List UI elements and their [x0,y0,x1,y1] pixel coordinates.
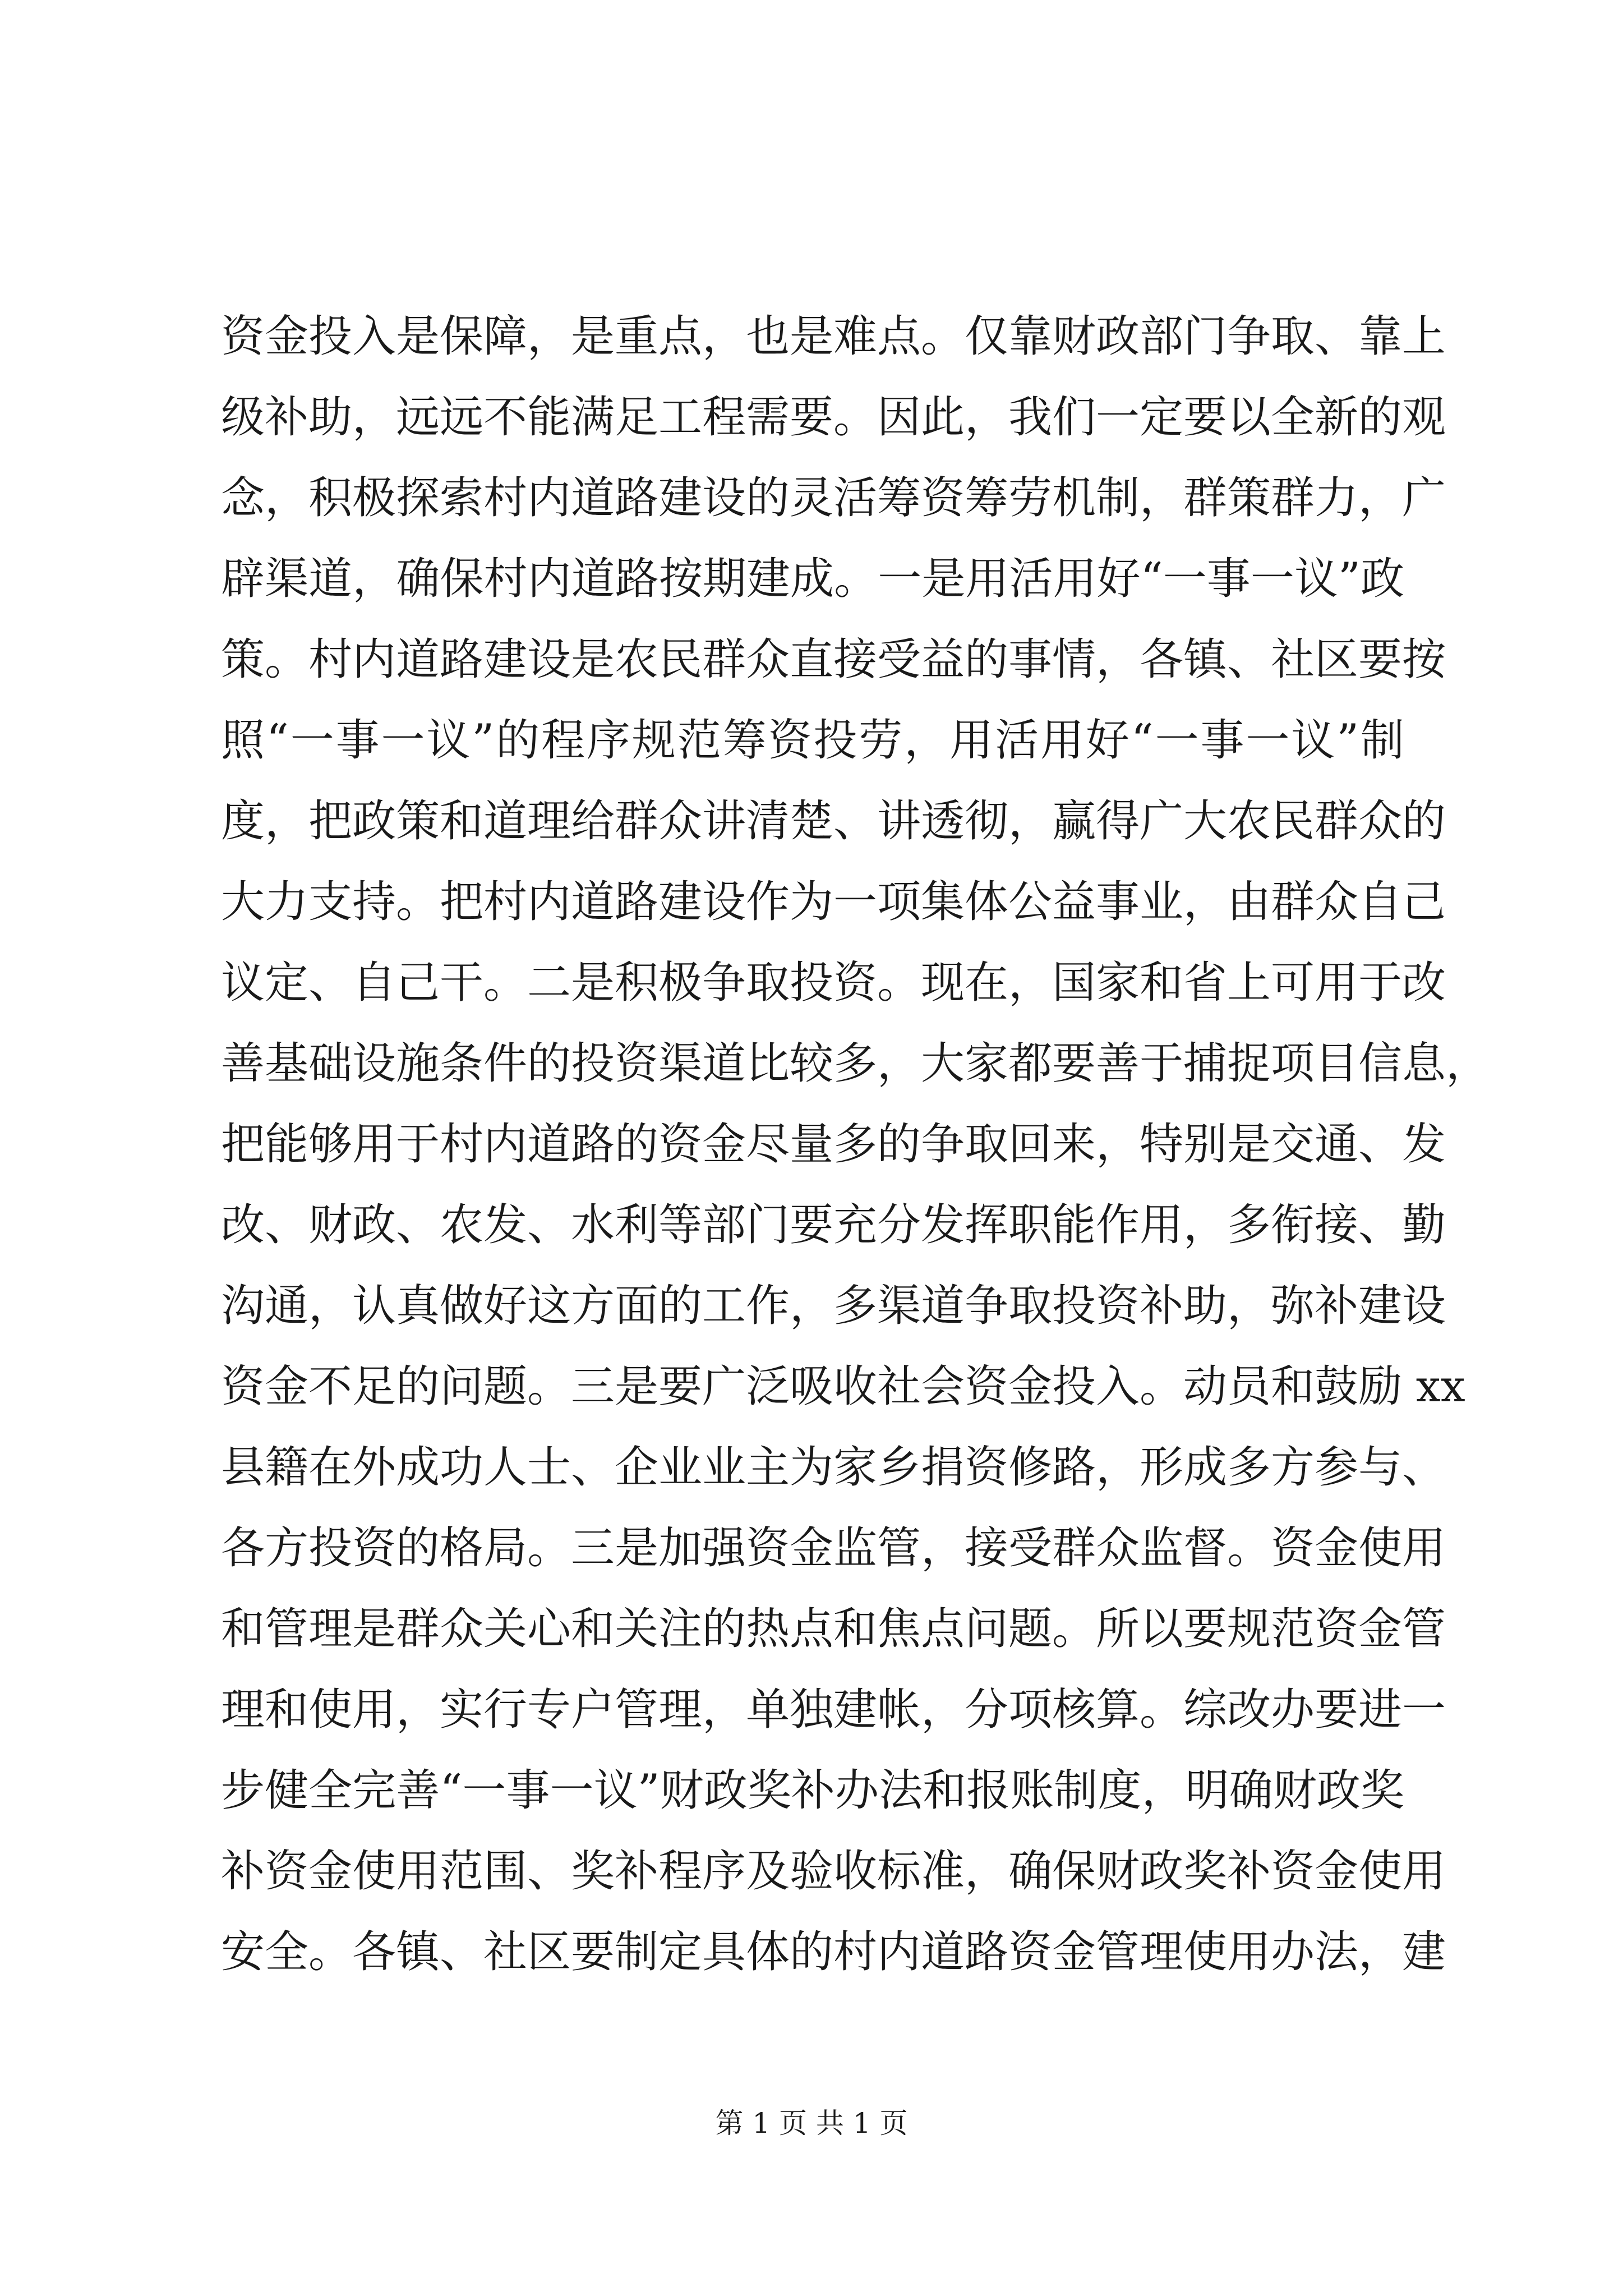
text-line: 念，积极探索村内道路建设的灵活筹资筹劳机制，群策群力，广 [221,473,1446,523]
text-line: 把能够用于村内道路的资金尽量多的争取回来，特别是交通、发 [221,1119,1446,1170]
text-line: 照“一事一议”的程序规范筹资投劳，用活用好“一事一议”制 [221,715,1404,766]
text-line: 策。村内道路建设是农民群众直接受益的事情，各镇、社区要按 [221,634,1446,685]
text-line: 资金投入是保障，是重点，也是难点。仅靠财政部门争取、靠上 [221,311,1446,362]
body-text [221,296,1490,1993]
text-line: 大力支持。把村内道路建设作为一项集体公益事业，由群众自己 [221,877,1446,927]
text-line: 县籍在外成功人士、企业业主为家乡捐资修路，形成多方参与、 [221,1442,1446,1493]
text-line: 级补助，远远不能满足工程需要。因此，我们一定要以全新的观 [221,392,1446,443]
text-line: 辟渠道，确保村内道路按期建成。一是用活用好“一事一议”政 [221,554,1404,604]
text-line: 安全。各镇、社区要制定具体的村内道路资金管理使用办法，建 [221,1927,1446,1977]
text-line: 步健全完善“一事一议”财政奖补办法和报账制度，明确财政奖 [221,1765,1404,1816]
text-line: 议定、自己干。二是积极争取投资。现在，国家和省上可用于改 [221,958,1446,1008]
text-line: 补资金使用范围、奖补程序及验收标准，确保财政奖补资金使用 [221,1846,1446,1897]
text-line: 各方投资的格局。三是加强资金监管，接受群众监督。资金使用 [221,1523,1446,1573]
text-line: 资金不足的问题。三是要广泛吸收社会资金投入。动员和鼓励 xx [221,1361,1465,1412]
text-line: 善基础设施条件的投资渠道比较多，大家都要善于捕捉项目信息， [221,1038,1490,1089]
text-line: 理和使用，实行专户管理，单独建帐，分项核算。综改办要进一 [221,1685,1446,1735]
text-line: 改、财政、农发、水利等部门要充分发挥职能作用，多衔接、勤 [221,1200,1446,1250]
text-line: 度，把政策和道理给群众讲清楚、讲透彻，赢得广大农民群众的 [221,796,1446,846]
page-footer: 第 1 页 共 1 页 [715,2107,908,2139]
text-line: 沟通，认真做好这方面的工作，多渠道争取投资补助，弥补建设 [221,1281,1446,1331]
text-line: 和管理是群众关心和关注的热点和焦点问题。所以要规范资金管 [221,1604,1446,1654]
